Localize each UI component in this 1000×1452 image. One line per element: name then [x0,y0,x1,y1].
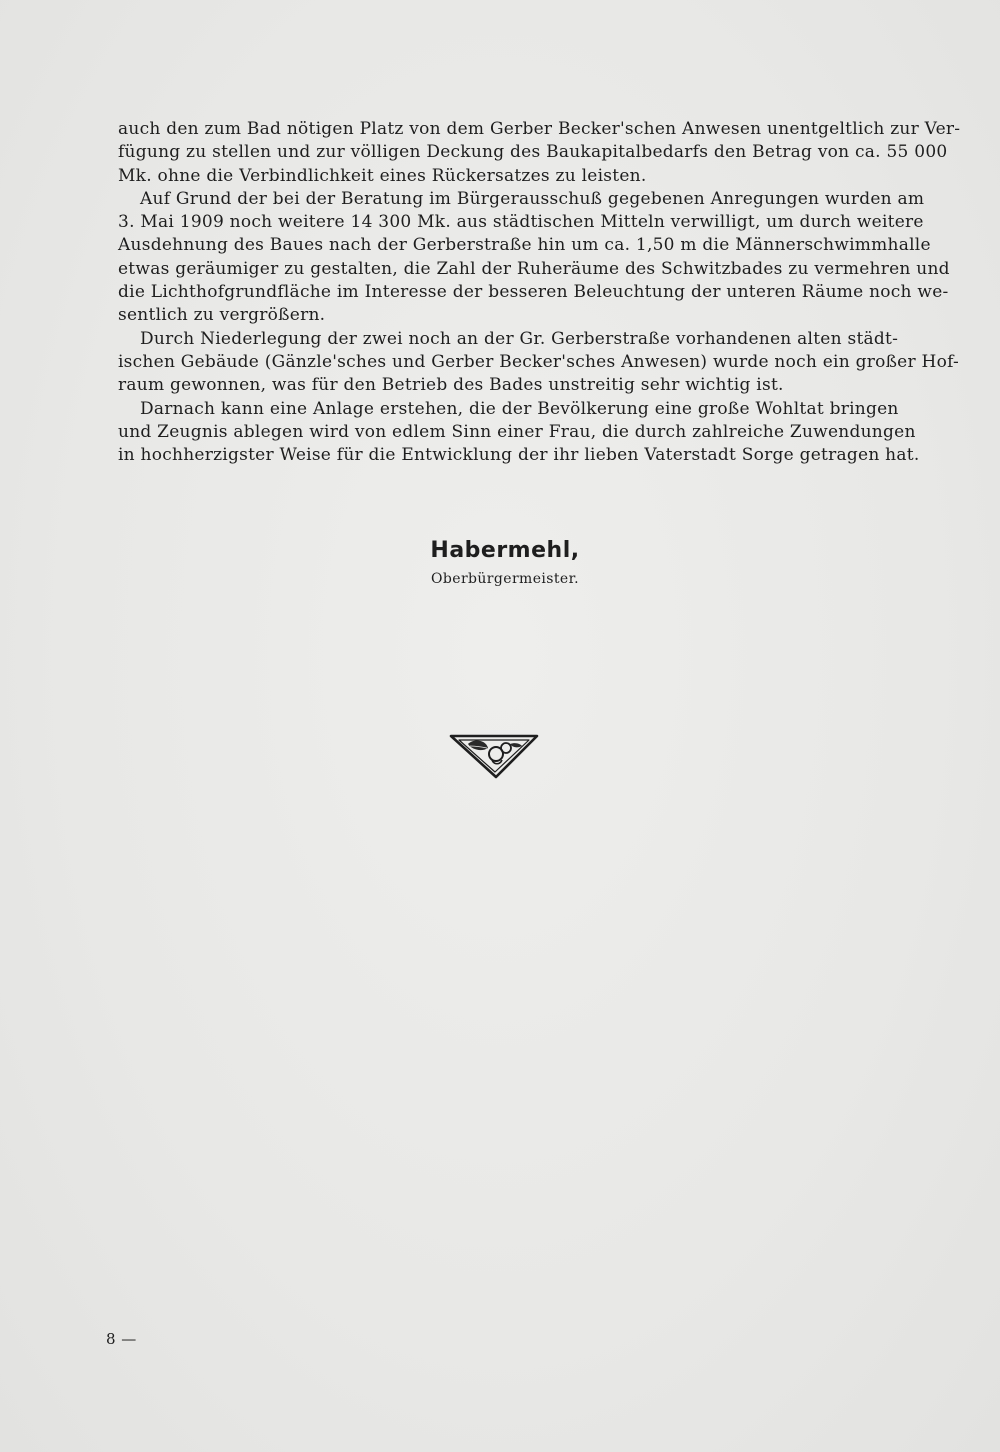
text-line: Durch Niederlegung der zwei noch an der Gr. Gerberstraße vorhandenen alten städt- [140,328,899,349]
text-line: fügung zu stellen und zur völligen Deckung des Baukapitalbedarfs den Betrag von ca. 55 000 [118,142,948,163]
text-line: etwas geräumiger zu gestalten, die Zahl der Ruheräume des Schwitzbades zu vermehren und [118,258,950,279]
text-line: 3. Mai 1909 noch weitere 14 300 Mk. aus städtischen Mitteln verwilligt, um durch weitere [118,212,924,233]
signature-name: Habermehl, [430,538,580,563]
ornament-icon [448,732,540,780]
page-number: 8 — [106,1330,137,1348]
signature-title: Oberbürgermeister. [431,571,579,587]
text-line: ischen Gebäude (Gänzle'sches und Gerber Becker'sches Anwesen) wurde noch ein großer Hof- [118,351,960,372]
text-line: Auf Grund der bei der Beratung im Bürgerausschuß gegebenen Anregungen wurden am [140,188,925,209]
signature-block [0,538,1000,587]
text-line: sentlich zu vergrößern. [118,305,326,326]
text-line: Ausdehnung des Baues nach der Gerberstraße hin um ca. 1,50 m die Männerschwimmhalle [118,235,931,256]
text-line: die Lichthofgrundfläche im Interesse der besseren Beleuchtung der unteren Räume noch we- [118,282,949,303]
text-line: in hochherzigster Weise für die Entwicklung der ihr lieben Vaterstadt Sorge getragen hat. [118,445,920,466]
text-line: Mk. ohne die Verbindlichkeit eines Rückersatzes zu leisten. [118,165,647,186]
text-line: raum gewonnen, was für den Betrieb des Bades unstreitig sehr wichtig ist. [118,375,784,396]
text-line: Darnach kann eine Anlage erstehen, die der Bevölkerung eine große Wohltat bringen [140,398,899,419]
text-line: auch den zum Bad nötigen Platz von dem Gerber Becker'schen Anwesen unentgeltlich zur Ver- [118,119,961,139]
body-text [118,118,961,467]
text-line: und Zeugnis ablegen wird von edlem Sinn einer Frau, die durch zahlreiche Zuwendungen [118,421,916,442]
